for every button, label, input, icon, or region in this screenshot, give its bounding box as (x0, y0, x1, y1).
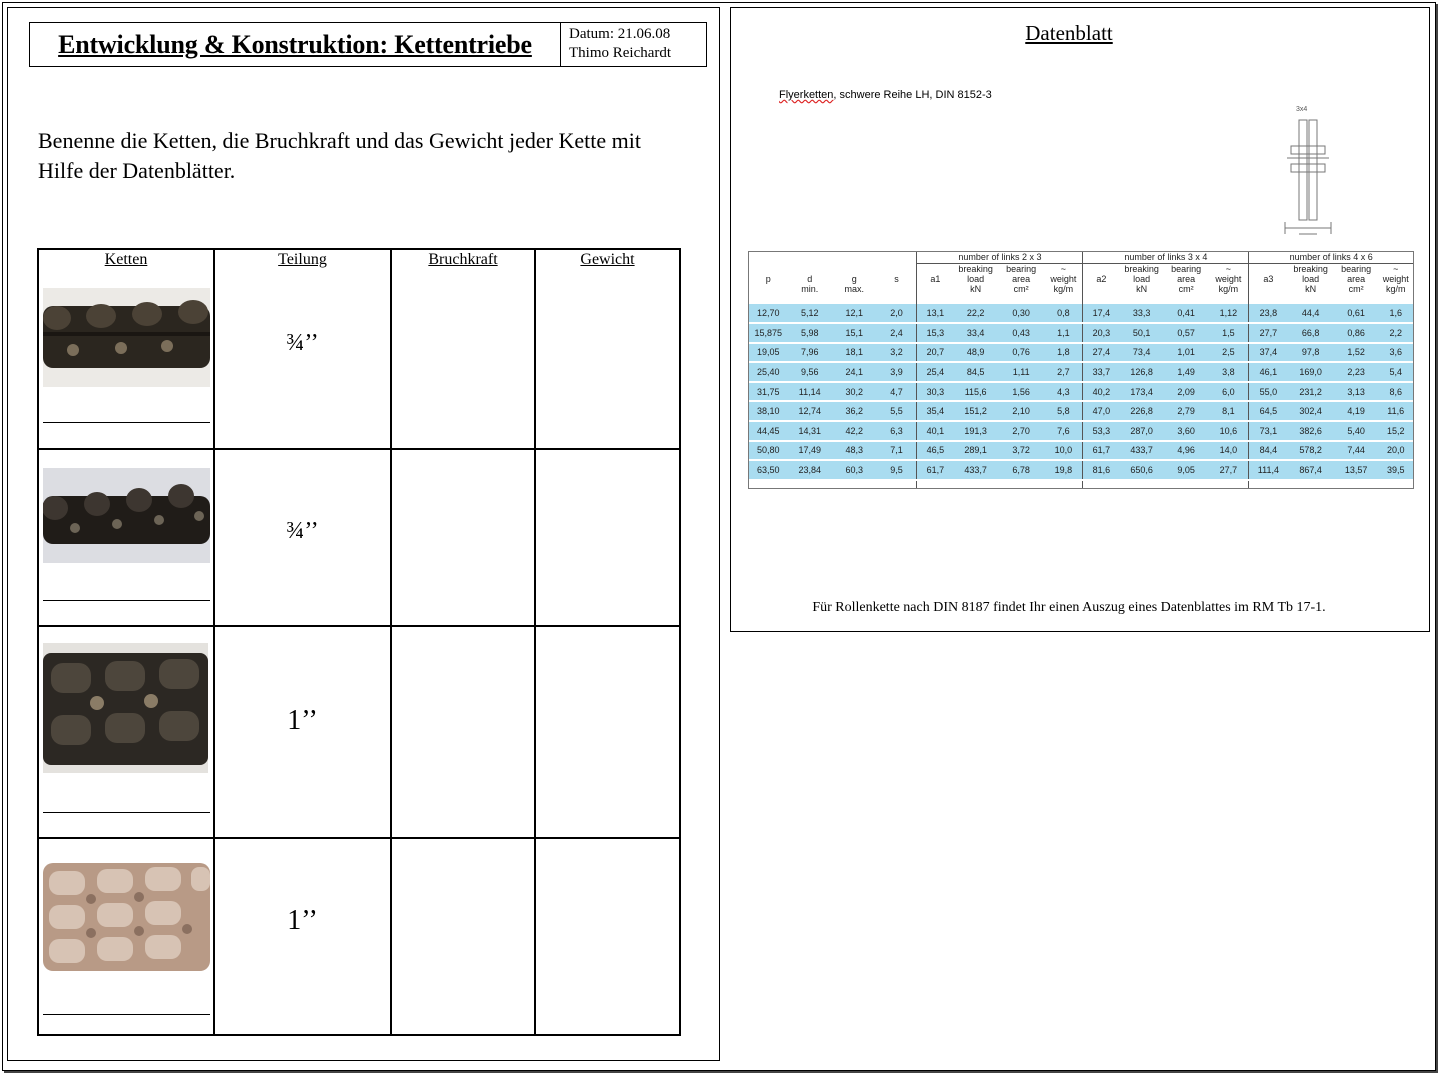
column-header-ketten: Ketten (104, 251, 148, 268)
datasheet-cell: 46,1 (1249, 362, 1287, 382)
datasheet-subtitle-highlight: Flyerketten (779, 89, 834, 101)
datasheet-cell: 2,10 (998, 401, 1045, 421)
worksheet-header (29, 22, 707, 67)
datasheet-cell: 18,1 (832, 343, 877, 363)
datasheet-cell: 31,75 (749, 382, 787, 402)
datasheet-cell: 111,4 (1249, 460, 1287, 480)
drawing-label: 3x4 (1296, 106, 1308, 113)
subheader-row-1: breaking bearing ~ breaking bearing ~ breaking bearing ~ (749, 263, 1413, 274)
datasheet-page (730, 7, 1430, 632)
datasheet-cell: 4,7 (876, 382, 916, 402)
datasheet-cell: 33,7 (1083, 362, 1119, 382)
group-header-4x6: number of links 4 x 6 (1249, 252, 1413, 263)
datasheet-cell: 97,8 (1287, 343, 1334, 363)
datasheet-cell: 23,84 (787, 460, 832, 480)
datasheet-row (749, 441, 1413, 461)
chain-photo-2 (43, 468, 210, 563)
datasheet-cell: 19,05 (749, 343, 787, 363)
datasheet-cell: 0,57 (1164, 323, 1209, 343)
datasheet-cell: 30,3 (917, 382, 953, 402)
datasheet-cell: 17,4 (1083, 304, 1119, 324)
datasheet-cell: 231,2 (1287, 382, 1334, 402)
datasheet-cell: 66,8 (1287, 323, 1334, 343)
datasheet-cell: 115,6 (953, 382, 998, 402)
datasheet-cell: 10,6 (1208, 421, 1249, 441)
datasheet-cell: 169,0 (1287, 362, 1334, 382)
datasheet-cell: 53,3 (1083, 421, 1119, 441)
datasheet-cell: 39,5 (1378, 460, 1413, 480)
datasheet-cell: 3,60 (1164, 421, 1209, 441)
datasheet-row (749, 323, 1413, 343)
datasheet-cell: 20,3 (1083, 323, 1119, 343)
datasheet-cell: 5,98 (787, 323, 832, 343)
datasheet-cell: 8,6 (1378, 382, 1413, 402)
datasheet-cell: 36,2 (832, 401, 877, 421)
chain-name-line-3[interactable] (43, 812, 210, 813)
subheader-row-2: p d g s a1 load area weight a2 load area weight a3 load area weight (765, 273, 1409, 284)
datasheet-cell: 433,7 (953, 460, 998, 480)
datasheet-cell: 46,5 (917, 441, 953, 461)
datasheet-cell: 3,13 (1334, 382, 1379, 402)
datasheet-cell: 2,2 (1378, 323, 1413, 343)
datasheet-cell: 15,3 (917, 323, 953, 343)
datasheet-cell: 44,45 (749, 421, 787, 441)
datasheet-cell: 7,6 (1044, 421, 1083, 441)
datasheet-cell: 27,7 (1249, 323, 1287, 343)
datasheet-cell: 42,2 (832, 421, 877, 441)
chain-photo-3 (43, 643, 208, 773)
column-divider (534, 250, 536, 1034)
chain-photo-1 (43, 288, 210, 387)
worksheet-instruction: Benenne die Ketten, die Bruchkraft und das Gewicht jeder Kette mit Hilfe der Datenblätter. (38, 128, 641, 183)
subheader-row-3: min. max. kN cm² kg/m kN cm² kg/m kN cm² kg/m (801, 283, 1406, 294)
datasheet-cell: 84,5 (953, 362, 998, 382)
datasheet-cell: 0,8 (1044, 304, 1083, 324)
datasheet-cell: 1,8 (1044, 343, 1083, 363)
datasheet-cell: 126,8 (1119, 362, 1164, 382)
datasheet-cell: 35,4 (917, 401, 953, 421)
worksheet-title: Entwicklung & Konstruktion: Kettentriebe (30, 23, 561, 66)
datasheet-cell: 5,4 (1378, 362, 1413, 382)
datasheet-cell: 578,2 (1287, 441, 1334, 461)
datasheet-cell: 33,4 (953, 323, 998, 343)
datasheet-cell: 12,1 (832, 304, 877, 324)
datasheet-cell: 0,61 (1334, 304, 1379, 324)
datasheet-cell: 20,0 (1378, 441, 1413, 461)
datasheet-row (749, 382, 1413, 402)
datasheet-cell: 287,0 (1119, 421, 1164, 441)
datasheet-cell: 55,0 (1249, 382, 1287, 402)
datasheet-subtitle-rest: , schwere Reihe LH, DIN 8152-3 (833, 89, 992, 101)
datasheet-cell: 1,56 (998, 382, 1045, 402)
datasheet-cell: 25,4 (917, 362, 953, 382)
datasheet-table (748, 251, 1414, 489)
datasheet-cell: 382,6 (1287, 421, 1334, 441)
datasheet-cell: 48,3 (832, 441, 877, 461)
datasheet-cell: 0,86 (1334, 323, 1379, 343)
datasheet-cell: 2,09 (1164, 382, 1209, 402)
datasheet-cell: 5,5 (876, 401, 916, 421)
datasheet-cell: 1,6 (1378, 304, 1413, 324)
chain-photo-4 (43, 855, 210, 977)
datasheet-cell: 48,9 (953, 343, 998, 363)
datasheet-cell: 289,1 (953, 441, 998, 461)
column-header-gewicht: Gewicht (580, 251, 635, 268)
chain-name-line-2[interactable] (43, 600, 210, 601)
datasheet-cell: 2,7 (1044, 362, 1083, 382)
datasheet-cell: 24,1 (832, 362, 877, 382)
datasheet-cell: 433,7 (1119, 441, 1164, 461)
datasheet-cell: 25,40 (749, 362, 787, 382)
datasheet-cell: 7,1 (876, 441, 916, 461)
group-header-3x4: number of links 3 x 4 (1083, 252, 1249, 263)
datasheet-cell: 1,5 (1208, 323, 1249, 343)
datasheet-cell: 14,31 (787, 421, 832, 441)
datasheet-cell: 15,1 (832, 323, 877, 343)
pitch-value-3: 1’’ (287, 705, 318, 736)
datasheet-cell: 1,49 (1164, 362, 1209, 382)
datasheet-cell: 60,3 (832, 460, 877, 480)
datasheet-cell: 9,05 (1164, 460, 1209, 480)
datasheet-cell: 63,50 (749, 460, 787, 480)
datasheet-cell: 5,40 (1334, 421, 1379, 441)
datasheet-row (749, 401, 1413, 421)
datasheet-row (749, 460, 1413, 480)
datasheet-cell: 3,72 (998, 441, 1045, 461)
datasheet-cell: 1,52 (1334, 343, 1379, 363)
datasheet-title: Datenblatt (1025, 21, 1113, 45)
datasheet-footer: Für Rollenkette nach DIN 8187 findet Ihr einen Auszug eines Datenblattes im RM Tb 17-1. (812, 600, 1326, 615)
datasheet-cell: 1,01 (1164, 343, 1209, 363)
column-divider (390, 250, 392, 1034)
datasheet-cell: 13,1 (917, 304, 953, 324)
datasheet-cell: 17,49 (787, 441, 832, 461)
datasheet-cell: 226,8 (1119, 401, 1164, 421)
datasheet-cell: 2,5 (1208, 343, 1249, 363)
datasheet-cell: 61,7 (917, 460, 953, 480)
datasheet-cell: 61,7 (1083, 441, 1119, 461)
worksheet-page (7, 7, 720, 1061)
datasheet-cell: 6,0 (1208, 382, 1249, 402)
datasheet-cell: 650,6 (1119, 460, 1164, 480)
datasheet-cell: 3,9 (876, 362, 916, 382)
datasheet-cell: 4,96 (1164, 441, 1209, 461)
datasheet-cell: 22,2 (953, 304, 998, 324)
datasheet-cell: 6,3 (876, 421, 916, 441)
datasheet-cell: 867,4 (1287, 460, 1334, 480)
datasheet-cell: 13,57 (1334, 460, 1379, 480)
datasheet-cell: 2,4 (876, 323, 916, 343)
group-header-2x3: number of links 2 x 3 (917, 252, 1083, 263)
datasheet-cell: 11,14 (787, 382, 832, 402)
datasheet-cell: 47,0 (1083, 401, 1119, 421)
datasheet-cell: 7,96 (787, 343, 832, 363)
datasheet-row (749, 362, 1413, 382)
column-header-bruchkraft: Bruchkraft (428, 251, 498, 268)
datasheet-cell: 30,2 (832, 382, 877, 402)
datasheet-cell: 14,0 (1208, 441, 1249, 461)
datasheet-cell: 84,4 (1249, 441, 1287, 461)
datasheet-cell: 15,875 (749, 323, 787, 343)
datasheet-cell: 1,11 (998, 362, 1045, 382)
datasheet-cell: 3,2 (876, 343, 916, 363)
worksheet-date: Datum: 21.06.08 (569, 26, 671, 42)
datasheet-cell: 9,5 (876, 460, 916, 480)
row-divider (39, 448, 679, 450)
datasheet-cell: 73,4 (1119, 343, 1164, 363)
datasheet-cell: 2,23 (1334, 362, 1379, 382)
datasheet-cell: 173,4 (1119, 382, 1164, 402)
row-divider (39, 837, 679, 839)
datasheet-cell: 15,2 (1378, 421, 1413, 441)
datasheet-cell: 4,19 (1334, 401, 1379, 421)
datasheet-cell: 50,1 (1119, 323, 1164, 343)
datasheet-cell: 10,0 (1044, 441, 1083, 461)
datasheet-cell: 50,80 (749, 441, 787, 461)
datasheet-cell: 2,0 (876, 304, 916, 324)
column-header-teilung: Teilung (278, 251, 327, 268)
datasheet-cell: 27,4 (1083, 343, 1119, 363)
datasheet-cell: 0,41 (1164, 304, 1209, 324)
datasheet-cell: 2,79 (1164, 401, 1209, 421)
datasheet-cell: 11,6 (1378, 401, 1413, 421)
datasheet-cell: 3,8 (1208, 362, 1249, 382)
row-divider (39, 625, 679, 627)
worksheet-author: Thimo Reichardt (569, 45, 672, 61)
datasheet-row (749, 421, 1413, 441)
datasheet-cell: 44,4 (1287, 304, 1334, 324)
datasheet-subtitle (779, 89, 992, 101)
datasheet-cell: 64,5 (1249, 401, 1287, 421)
chain-name-line-4[interactable] (43, 1014, 210, 1015)
datasheet-cell: 6,78 (998, 460, 1045, 480)
datasheet-cell: 20,7 (917, 343, 953, 363)
datasheet-cell: 2,70 (998, 421, 1045, 441)
datasheet-cell: 1,1 (1044, 323, 1083, 343)
chain-technical-drawing (1281, 106, 1341, 236)
chain-name-line-1[interactable] (43, 422, 210, 423)
datasheet-cell: 12,74 (787, 401, 832, 421)
datasheet-cell: 37,4 (1249, 343, 1287, 363)
datasheet-cell: 0,76 (998, 343, 1045, 363)
datasheet-cell: 0,30 (998, 304, 1045, 324)
datasheet-cell: 7,44 (1334, 441, 1379, 461)
datasheet-cell: 5,12 (787, 304, 832, 324)
datasheet-cell: 3,6 (1378, 343, 1413, 363)
datasheet-cell: 8,1 (1208, 401, 1249, 421)
datasheet-cell: 151,2 (953, 401, 998, 421)
datasheet-cell: 12,70 (749, 304, 787, 324)
pitch-value-4: 1’’ (287, 905, 318, 936)
datasheet-cell: 73,1 (1249, 421, 1287, 441)
datasheet-cell: 81,6 (1083, 460, 1119, 480)
datasheet-cell: 4,3 (1044, 382, 1083, 402)
datasheet-cell: 0,43 (998, 323, 1045, 343)
worksheet-table (37, 248, 681, 1036)
datasheet-cell: 302,4 (1287, 401, 1334, 421)
datasheet-cell: 40,2 (1083, 382, 1119, 402)
datasheet-cell: 5,8 (1044, 401, 1083, 421)
pitch-value-1: ¾’’ (286, 330, 319, 356)
datasheet-cell: 40,1 (917, 421, 953, 441)
worksheet-meta (561, 23, 706, 66)
pitch-value-2: ¾’’ (286, 518, 319, 544)
datasheet-row (749, 304, 1413, 324)
datasheet-cell: 9,56 (787, 362, 832, 382)
datasheet-cell: 191,3 (953, 421, 998, 441)
datasheet-cell: 23,8 (1249, 304, 1287, 324)
datasheet-cell: 27,7 (1208, 460, 1249, 480)
datasheet-cell: 19,8 (1044, 460, 1083, 480)
datasheet-row (749, 343, 1413, 363)
datasheet-cell: 33,3 (1119, 304, 1164, 324)
datasheet-cell: 1,12 (1208, 304, 1249, 324)
datasheet-cell: 38,10 (749, 401, 787, 421)
